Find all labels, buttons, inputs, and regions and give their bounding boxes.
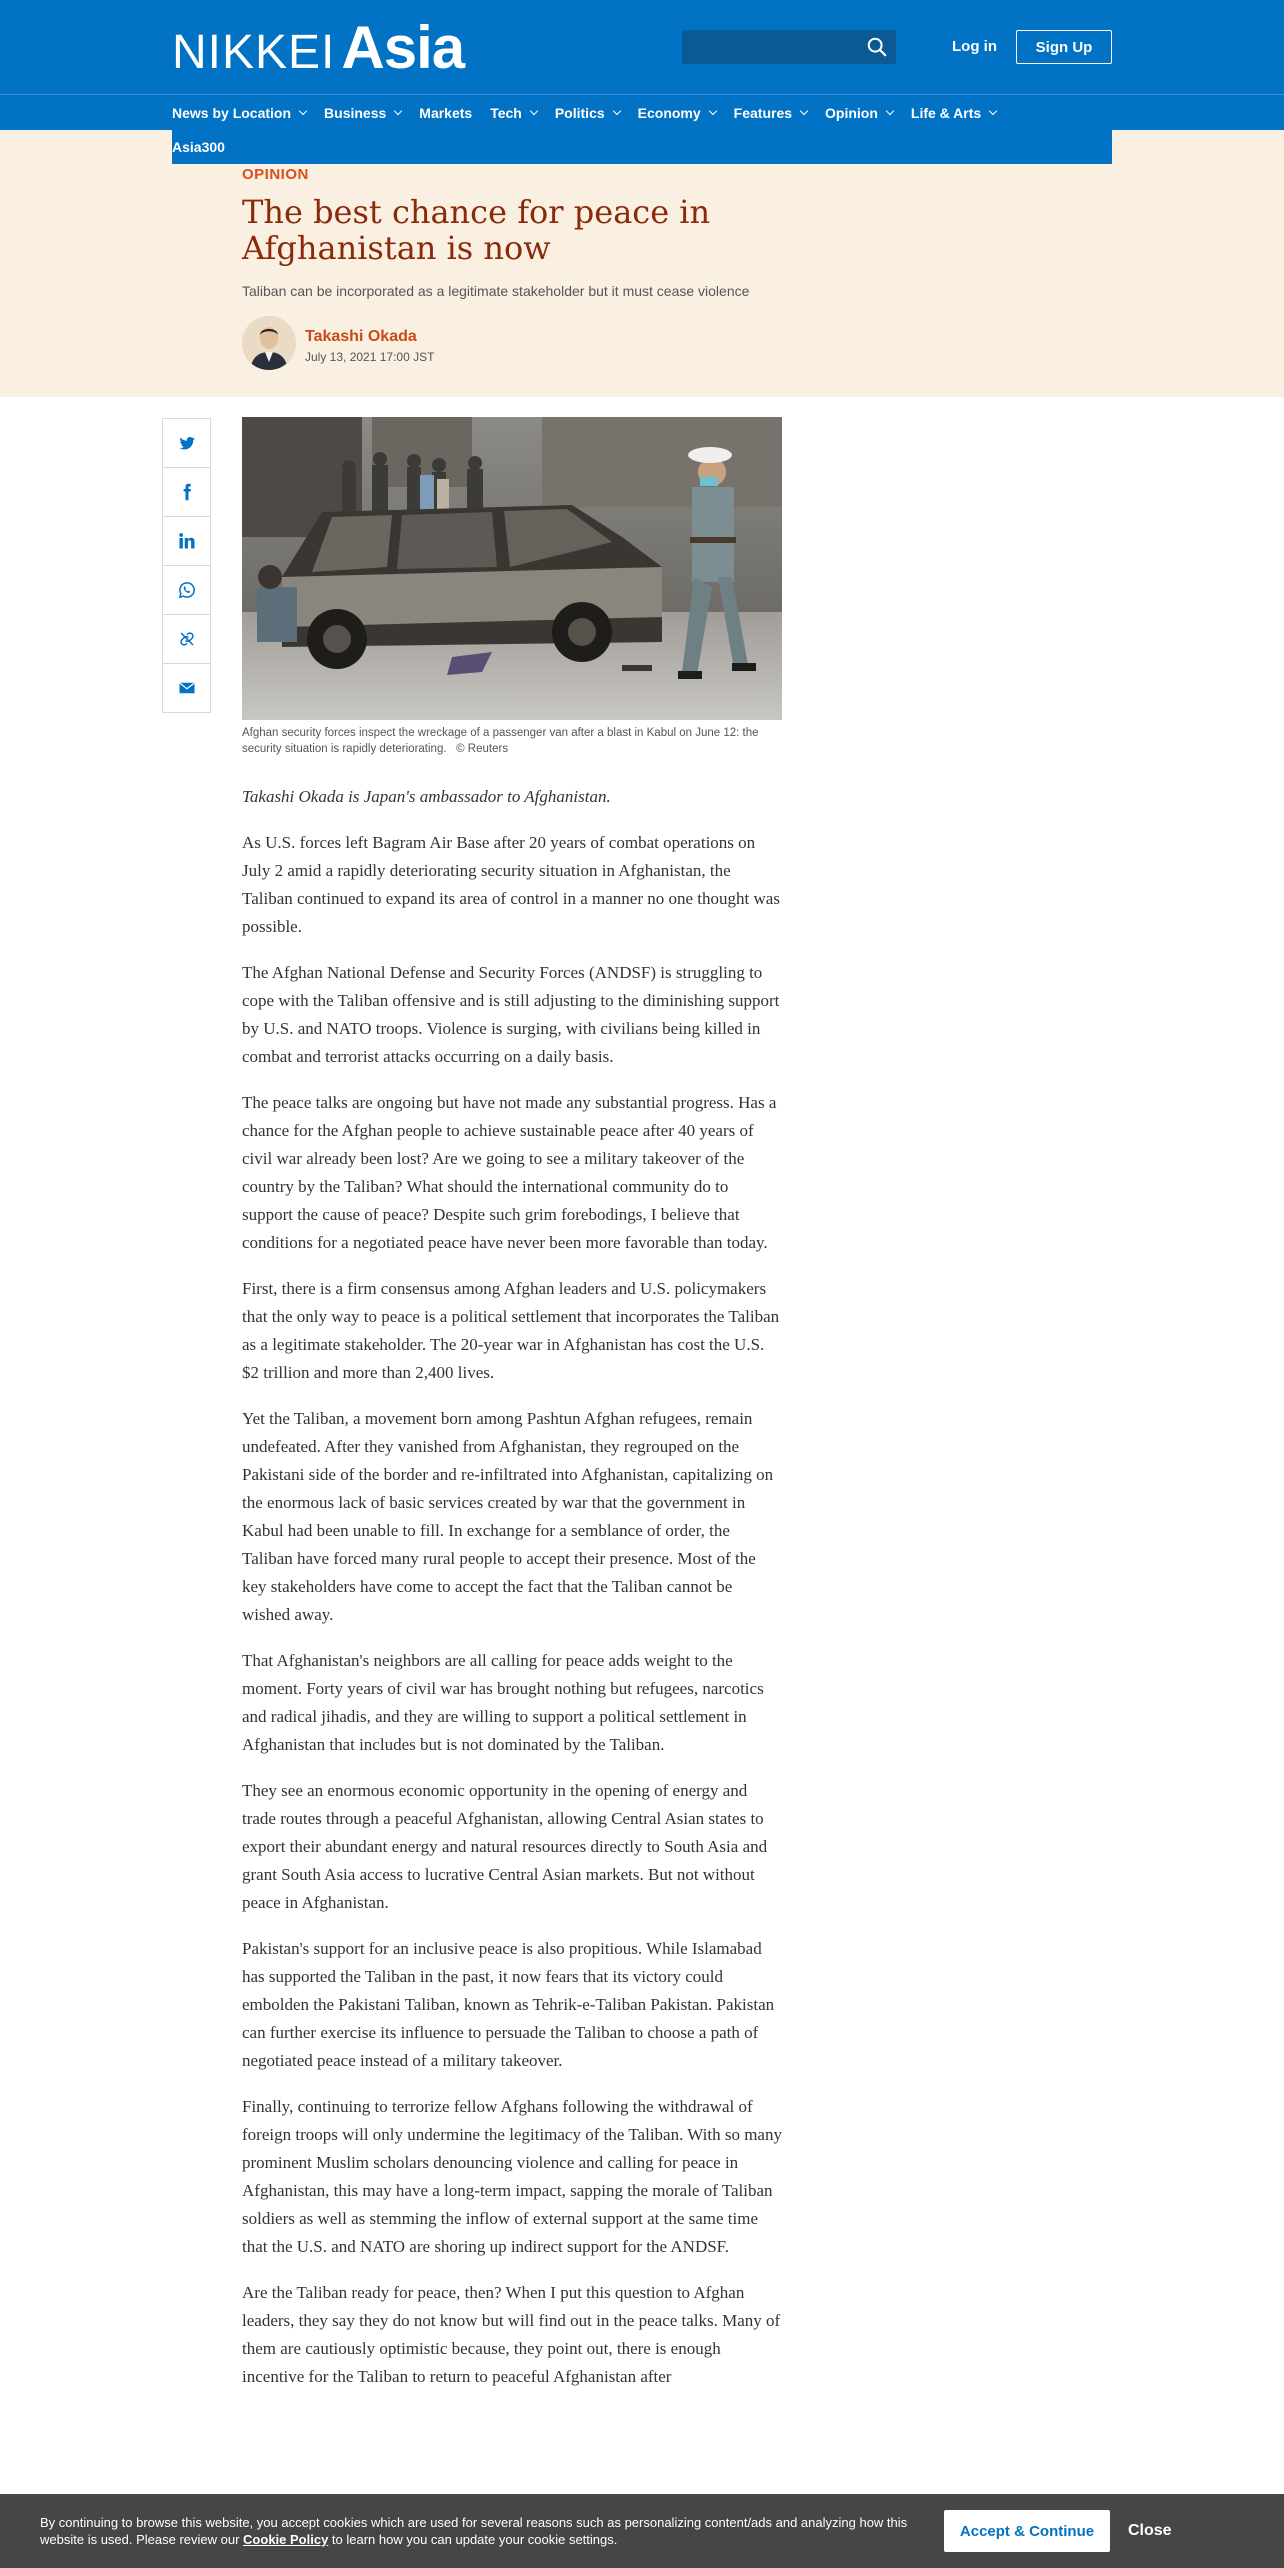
nav-item-label: Business <box>324 105 387 121</box>
chevron-down-icon <box>800 107 808 115</box>
chevron-down-icon <box>989 107 997 115</box>
chevron-down-icon <box>530 107 538 115</box>
article-paragraph: Pakistan's support for an inclusive peace is also propitious. While Islamabad has supported the Taliban in the past, it now fears that its victory could embolden the Pakistani Taliban, known as Tehrik-e-Taliban Pakistan. Pakistan can further exercise its influence to persuade the Taliban to choose a path of negotiated peace instead of a military takeover. <box>242 1939 775 2070</box>
photo-caption <box>242 725 782 757</box>
article-kicker[interactable]: OPINION <box>242 166 309 183</box>
article-paragraph: Yet the Taliban, a movement born among Pashtun Afghan refugees, remain undefeated. After they vanished from Afghanistan, they regrouped on the Pakistani side of the border and re-infiltrated into Afghanistan, capitalizing on the enormous lack of basic services created by war that the government in Kabul had been unable to fill. In exchange for a semblance of order, the Taliban have forced many rural people to accept their presence. Most of the key stakeholders have come to accept the fact that the Taliban cannot be wished away. <box>242 1409 774 1624</box>
chevron-down-icon <box>612 107 620 115</box>
nav-item-business[interactable] <box>324 105 401 121</box>
cookie-text-after: to learn how you can update your cookie settings. <box>328 2532 618 2547</box>
share-rail <box>162 418 211 712</box>
chevron-down-icon <box>299 107 307 115</box>
share-whatsapp-button[interactable] <box>162 565 211 615</box>
header-divider <box>0 94 1284 95</box>
author-name[interactable]: Takashi Okada <box>305 328 417 345</box>
nav-item-label: Opinion <box>825 105 878 121</box>
main-nav-row2 <box>172 130 1112 164</box>
article-paragraph: Finally, continuing to terrorize fellow Afghans following the withdrawal of foreign troops will only undermine the legitimacy of the Taliban. With so many prominent Muslim scholars denouncing violence and calling for peace in Afghanistan, this may have a long-term impact, sapping the morale of Taliban soldiers as well as stemming the inflow of external support at the same time that the U.S. and NATO are shoring up indirect support for the ANDSF. <box>242 2097 782 2256</box>
logo-secondary: Asia <box>341 14 465 81</box>
email-icon <box>178 679 196 697</box>
nav-item-label: Life & Arts <box>910 105 982 121</box>
nav-item-life-arts[interactable] <box>911 105 996 121</box>
cookie-close-button[interactable]: Close <box>1128 2522 1172 2539</box>
chevron-down-icon <box>394 107 402 115</box>
photo-credit: © Reuters <box>456 743 509 755</box>
whatsapp-icon <box>178 581 196 599</box>
link-off-icon <box>178 630 196 648</box>
nav-item-label: News by Location <box>172 105 292 121</box>
facebook-icon <box>178 483 196 501</box>
nav-item-asia300[interactable]: Asia300 <box>172 139 225 155</box>
nikkei-asia-logo[interactable] <box>172 16 464 80</box>
article-headline: The best chance for peace in Afghanistan is now <box>242 193 711 267</box>
article-paragraph: The peace talks are ongoing but have not made any substantial progress. Has a chance for the Afghan people to achieve sustainable peace after 40 years of civil war already been lost? Are we going to see a military takeover of the country by the Taliban? What should the international community do to support the cause of peace? Despite such grim forebodings, I believe that conditions for a negotiated peace have never been more favorable than today. <box>242 1093 777 1252</box>
article-paragraph: Are the Taliban ready for peace, then? When I put this question to Afghan leaders, they say they do not know but will find out in the peace talks. Many of them are cautiously optimistic because, they point out, there is enough incentive for the Taliban to return to peaceful Afghanistan after <box>242 2283 781 2386</box>
nav-item-features[interactable] <box>734 105 807 121</box>
article-paragraph: They see an enormous economic opportunity in the opening of energy and trade routes through a peaceful Afghanistan, allowing Central Asian states to export their abundant energy and natural resources directly to South Asia and grant South Asia access to lucrative Central Asian markets. But not without peace in Afghanistan. <box>242 1781 768 1912</box>
accept-continue-button[interactable]: Accept & Continue <box>944 2510 1110 2552</box>
article-subhead: Taliban can be incorporated as a legitimate stakeholder but it must cease violence <box>242 283 750 299</box>
article-paragraph: The Afghan National Defense and Security Forces (ANDSF) is struggling to cope with the Taliban offensive and is still adjusting to the diminishing support by U.S. and NATO troops. Violence is surging, with civilians being killed in combat and terrorist attacks occurring on a daily basis. <box>242 963 780 1066</box>
author-portrait-icon <box>242 316 296 370</box>
cookie-message <box>40 2514 920 2548</box>
nav-item-label: Economy <box>637 105 701 121</box>
search-input[interactable] <box>682 30 896 64</box>
nav-item-news-by-location[interactable] <box>172 105 306 121</box>
nav-item-label: Tech <box>490 105 522 121</box>
nav-item-opinion[interactable] <box>825 105 893 121</box>
login-link[interactable]: Log in <box>952 38 997 55</box>
chevron-down-icon <box>886 107 894 115</box>
author-avatar[interactable] <box>242 316 296 370</box>
linkedin-icon <box>178 532 196 550</box>
cookie-text-before: By continuing to browse this website, you accept cookies which are used for several reasons such as personalizing content/ads and analyzing how this website is used. Please review our <box>40 2515 908 2547</box>
nav-item-economy[interactable] <box>638 105 716 121</box>
caption-text: Afghan security forces inspect the wreckage of a passenger van after a blast in Kabul on June 12: the security situation is rapidly deteriorating. <box>242 727 759 755</box>
cookie-policy-link[interactable]: Cookie Policy <box>243 2532 329 2547</box>
article-photo <box>242 417 782 720</box>
cookie-banner <box>0 2494 1284 2568</box>
twitter-icon <box>178 434 196 452</box>
chevron-down-icon <box>708 107 716 115</box>
signup-button[interactable]: Sign Up <box>1016 30 1112 64</box>
nav-item-label: Markets <box>419 105 473 121</box>
share-linkedin-button[interactable] <box>162 516 211 566</box>
kabul-blast-photo-icon <box>242 417 782 720</box>
site-header <box>0 0 1284 130</box>
author-intro: Takashi Okada is Japan's ambassador to Afghanistan. <box>242 787 611 806</box>
publish-date: July 13, 2021 17:00 JST <box>305 350 435 364</box>
article-body <box>242 783 782 2409</box>
share-email-button[interactable] <box>162 663 211 713</box>
share-gift-link-button[interactable] <box>162 614 211 664</box>
article-paragraph: As U.S. forces left Bagram Air Base after 20 years of combat operations on July 2 amid a rapidly deteriorating security situation in Afghanistan, the Taliban continued to expand its area of control in a manner no one thought was possible. <box>242 833 780 936</box>
search-icon[interactable] <box>866 36 888 58</box>
article-paragraph: That Afghanistan's neighbors are all calling for peace adds weight to the moment. Forty years of civil war has brought nothing but refugees, narcotics and radical jihadis, and they are willing to support a political settlement in Afghanistan that includes but is not dominated by the Taliban. <box>242 1651 764 1754</box>
nav-item-label: Politics <box>554 105 605 121</box>
nav-item-tech[interactable] <box>490 105 537 121</box>
main-nav <box>172 96 1112 130</box>
article-paragraph: First, there is a firm consensus among Afghan leaders and U.S. policymakers that the only way to peace is a political settlement that incorporates the Taliban as a legitimate stakeholder. The 20-year war in Afghanistan has cost the U.S. $2 trillion and more than 2,400 lives. <box>242 1279 780 1382</box>
nav-item-markets[interactable] <box>419 105 472 121</box>
share-twitter-button[interactable] <box>162 418 211 468</box>
logo-primary: NIKKEI <box>172 26 336 79</box>
nav-item-label: Features <box>733 105 793 121</box>
nav-item-politics[interactable] <box>555 105 620 121</box>
share-facebook-button[interactable] <box>162 467 211 517</box>
